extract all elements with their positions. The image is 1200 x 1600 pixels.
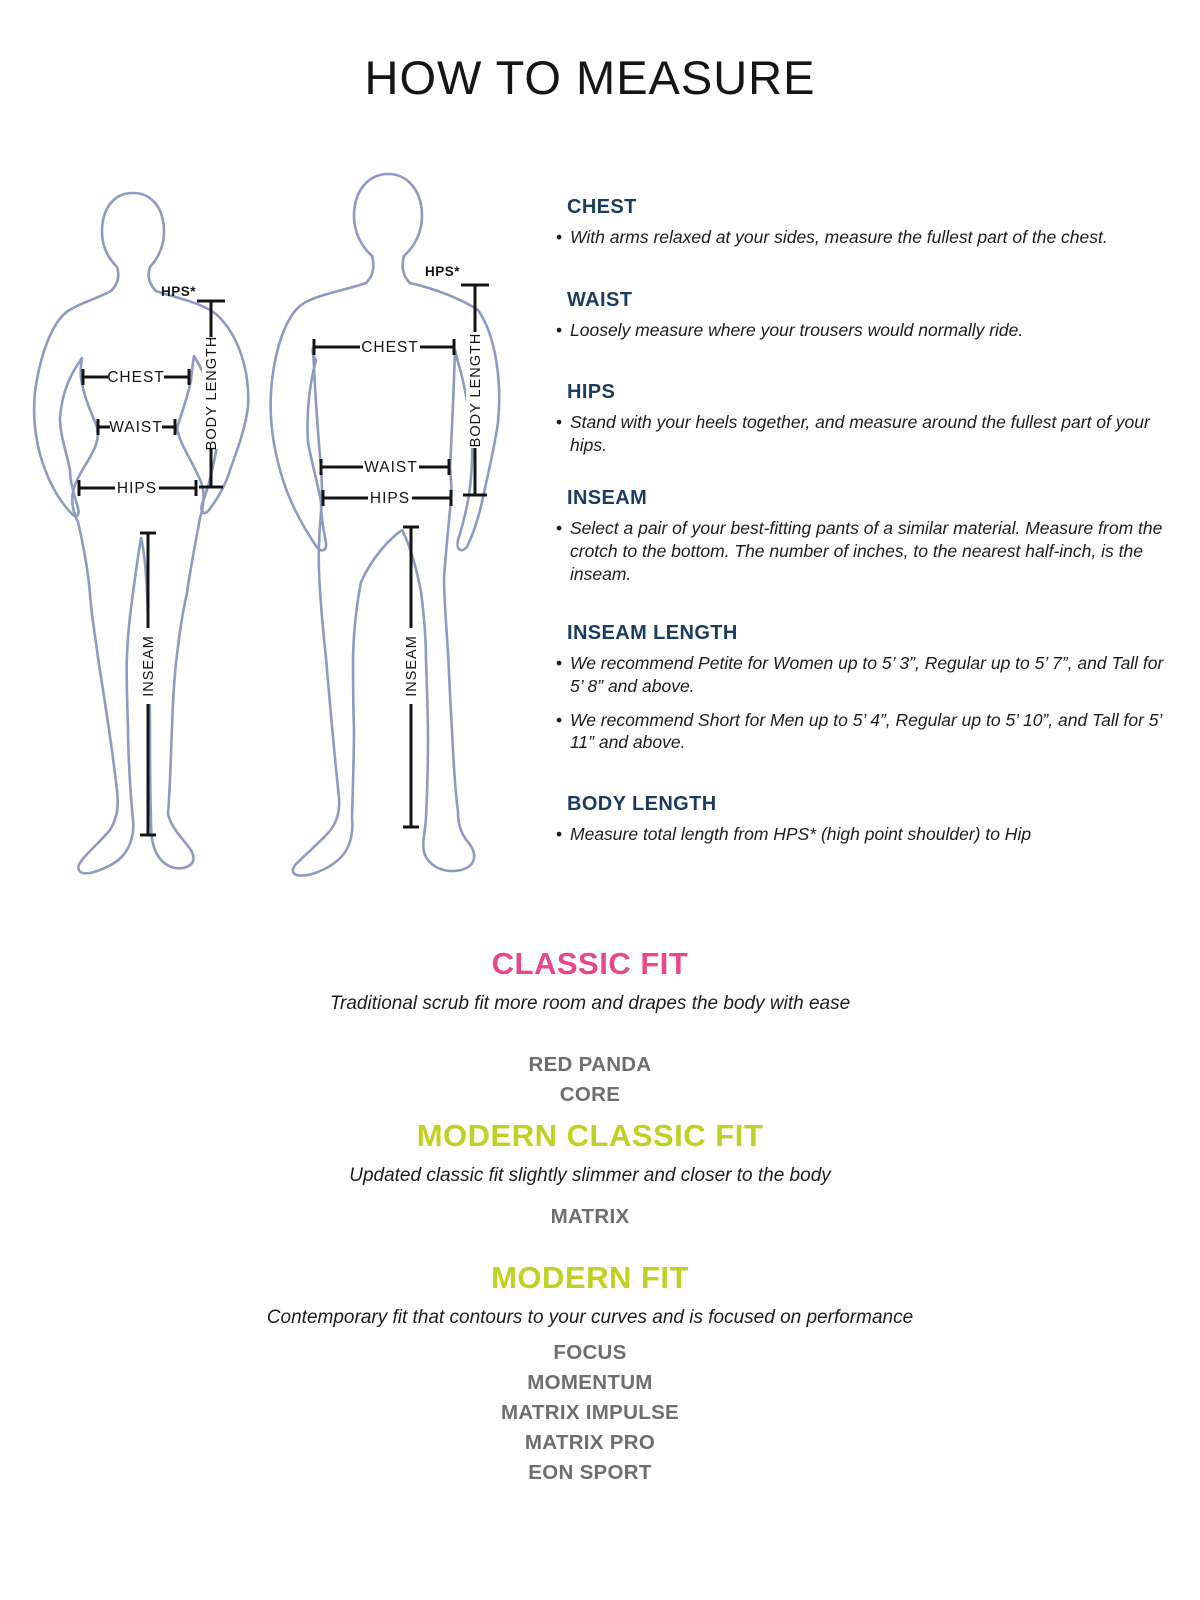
bullet-dot: •	[556, 653, 563, 673]
women-chest-label: CHEST	[107, 369, 165, 386]
instruction-section-hips	[552, 381, 1166, 466]
instruction-bullet	[552, 411, 1166, 457]
fit-section-modern-classic	[0, 1118, 1180, 1232]
instruction-section-inseam-length	[552, 622, 1166, 763]
instruction-heading: INSEAM	[567, 487, 648, 509]
bullet-dot: •	[556, 227, 563, 247]
men-body-length-label-group	[466, 332, 484, 448]
instruction-bullet	[552, 226, 1166, 249]
men-head-outline	[354, 174, 422, 283]
bullet-text: With arms relaxed at your sides, measure the fullest part of the chest.	[570, 227, 1108, 247]
instruction-heading: BODY LENGTH	[567, 793, 717, 815]
men-hps-label: HPS*	[424, 264, 460, 279]
fit-description: Contemporary fit that contours to your curves and is focused on performance	[266, 1307, 914, 1328]
women-inseam-label-group	[140, 628, 158, 704]
measurement-diagram	[20, 150, 580, 890]
bullet-dot: •	[556, 518, 563, 538]
instruction-bullet	[552, 319, 1166, 342]
instruction-section-body-length	[552, 793, 1166, 855]
instruction-bullet	[552, 709, 1166, 755]
women-waist-label: WAIST	[109, 419, 163, 436]
women-figure-annotations	[78, 284, 225, 835]
men-body-outline	[271, 283, 500, 876]
product-name: MATRIX PRO	[524, 1431, 656, 1454]
fit-description: Updated classic fit slightly slimmer and closer to the body	[349, 1165, 831, 1186]
instruction-heading: INSEAM LENGTH	[567, 622, 738, 644]
women-hps-label: HPS*	[160, 284, 196, 299]
bullet-text: Loosely measure where your trousers would normally ride.	[570, 320, 1024, 340]
fit-section-modern	[0, 1260, 1180, 1488]
product-name: MATRIX IMPULSE	[500, 1401, 680, 1424]
men-figure-outline	[271, 174, 500, 876]
men-waist-label: WAIST	[364, 459, 418, 476]
product-name: MATRIX	[550, 1205, 630, 1228]
instruction-heading: WAIST	[567, 289, 633, 311]
instruction-bullet	[552, 823, 1166, 846]
men-inseam-label: INSEAM	[404, 635, 420, 697]
fit-name: MODERN FIT	[491, 1260, 689, 1295]
women-body-length-label: BODY LENGTH	[204, 335, 220, 451]
men-hips-label: HIPS	[369, 490, 411, 507]
fit-product-list	[0, 1338, 1180, 1488]
bullet-text: Select a pair of your best-fitting pants of a similar material. Measure from the crotch to the bottom. The number of inches, to the nearest half-inch, is the inseam.	[570, 518, 1163, 584]
fit-product-list	[0, 1202, 1180, 1232]
instruction-bullet	[552, 517, 1166, 585]
women-body-length-label-group	[202, 336, 220, 451]
product-name: FOCUS	[553, 1341, 627, 1364]
product-name: EON SPORT	[528, 1461, 652, 1484]
instruction-section-inseam	[552, 487, 1166, 594]
bullet-dot: •	[556, 709, 563, 730]
fit-name: CLASSIC FIT	[491, 946, 689, 981]
instruction-section-chest	[552, 196, 1166, 258]
women-head-outline	[102, 193, 164, 291]
fit-name: MODERN CLASSIC FIT	[416, 1118, 764, 1153]
men-chest-label: CHEST	[361, 339, 419, 356]
fit-section-classic	[0, 946, 1180, 1110]
instruction-heading: HIPS	[567, 381, 616, 403]
instruction-heading: CHEST	[567, 196, 637, 218]
men-figure-annotations	[313, 264, 489, 827]
fit-product-list	[0, 1050, 1180, 1110]
bullet-text: We recommend Petite for Women up to 5’ 3”, Regular up to 5’ 7”, and Tall for 5’ 8” and above.	[570, 653, 1164, 696]
bullet-dot: •	[556, 412, 563, 432]
bullet-dot: •	[556, 824, 563, 844]
women-inseam-label: INSEAM	[141, 635, 157, 697]
bullet-dot: •	[556, 320, 563, 340]
men-body-length-label: BODY LENGTH	[468, 332, 484, 448]
bullet-text: Stand with your heels together, and measure around the fullest part of your hips.	[570, 412, 1150, 455]
page-title: HOW TO MEASURE	[364, 51, 816, 104]
product-name: RED PANDA	[528, 1053, 652, 1076]
women-hips-label: HIPS	[116, 480, 158, 497]
fit-description: Traditional scrub fit more room and drapes the body with ease	[329, 993, 851, 1014]
bullet-text: Measure total length from HPS* (high point shoulder) to Hip	[570, 824, 1032, 844]
instruction-section-waist	[552, 289, 1166, 351]
product-name: CORE	[559, 1083, 621, 1106]
bullet-text: We recommend Short for Men up to 5’ 4”, Regular up to 5’ 10”, and Tall for 5’ 11” and above.	[570, 709, 1162, 753]
instruction-bullet	[552, 652, 1166, 698]
men-inseam-label-group	[403, 628, 421, 704]
product-name: MOMENTUM	[527, 1371, 653, 1394]
